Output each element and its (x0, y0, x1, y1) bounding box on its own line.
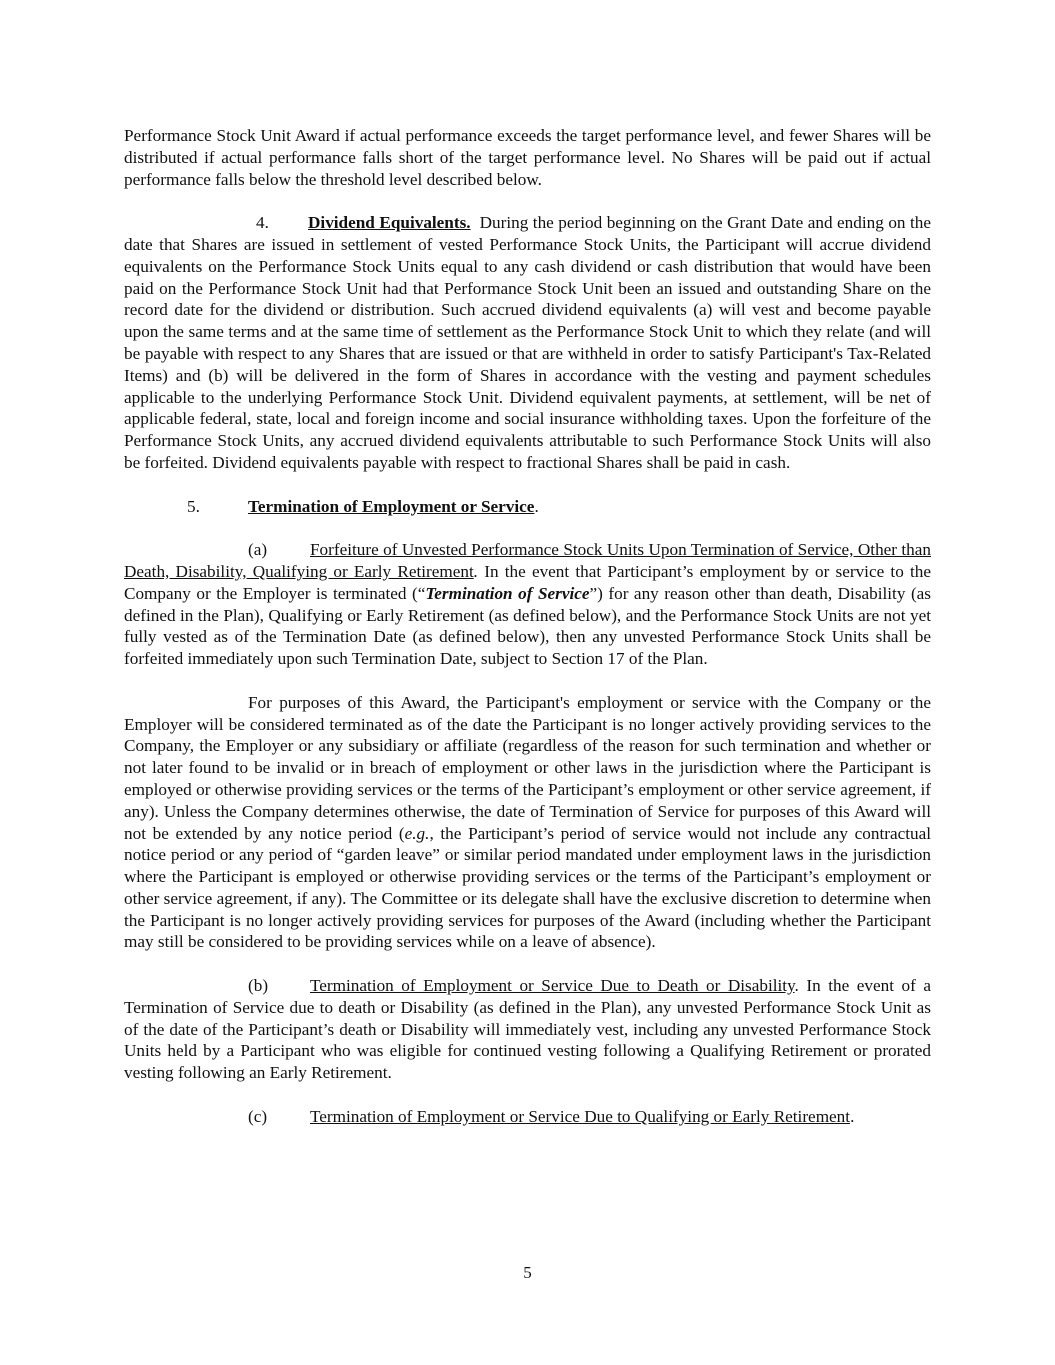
purposes-pre: For purposes of this Award, the Participant's employment or service with the Company or the Employer will be considered terminated as of the date the Participant is no longer actively providing services to the Company, the Employer or any subsidiary or affiliate (regardless of the reason for such termination and whether or not later found to be invalid or in breach of employment or other laws in the jurisdiction where the Participant is employed or otherwise providing services or the terms of the Participant’s employment or other service agreement, if any). Unless the Company determines otherwise, the date of Termination of Service for purposes of this Award will not be extended by any notice period ( (124, 692, 931, 843)
section-5b-paragraph (124, 975, 931, 1084)
section-5-heading (124, 496, 931, 518)
section-5c-label: (c) (248, 1106, 268, 1126)
section-5c-title-end: . (850, 1106, 855, 1126)
section-5a-label: (a) (248, 540, 268, 560)
section-5a-defined-term: Termination of Service (425, 583, 590, 603)
section-5-number: 5. (187, 496, 200, 516)
section-4-number: 4. (256, 213, 269, 233)
purposes-eg: e.g. (404, 823, 430, 843)
section-5b-title: Termination of Employment or Service Due to Death or Disability (310, 976, 795, 996)
intro-paragraph: Performance Stock Unit Award if actual performance exceeds the target performance level, and fewer Shares will be distributed if actual performance falls short of the target performance level. No Shares will be paid out if actual performance falls below the threshold level described below. (124, 126, 931, 189)
section-5c-heading (124, 1106, 931, 1128)
section-5b-body: . In the event of a Termination of Service due to death or Disability (as defined in the Plan), any unvested Performance Stock Unit as of the date of the Participant’s death or Disability will immediately vest, including any unvested Performance Stock Units held by a Participant who was eligible for continued vesting following a Qualifying Retirement or prorated vesting following an Early Retirement. (124, 976, 931, 1083)
section-5b-label: (b) (248, 976, 269, 996)
purposes-post: , the Participant’s period of service would not include any contractual notice period or any period of “garden leave” or similar period mandated under employment laws in the jurisdiction where the Participant is employed or otherwise providing services or the terms of the Participant’s employment or other service agreement, if any). The Committee or its delegate shall have the exclusive discretion to determine when the Participant is no longer actively providing services for purposes of the Award (including whether the Participant may still be considered to be providing services while on a leave of absence). (124, 823, 932, 952)
section-5-title: Termination of Employment or Service (248, 496, 535, 516)
section-4-body: During the period beginning on the Grant Date and ending on the date that Shares are issued in settlement of vested Performance Stock Units, the Participant will accrue dividend equivalents on the Performance Stock Units equal to any cash dividend or cash distribution that would have been paid on the Performance Stock Unit had that Performance Stock Unit been an issued and outstanding Share on the record date for the dividend or distribution. Such accrued dividend equivalents (a) will vest and become payable upon the same terms and at the same time of settlement as the Performance Stock Unit to which they relate (and will be payable with respect to any Shares that are issued or that are withheld in order to satisfy Participant's Tax-Related Items) and (b) will be delivered in the form of Shares in accordance with the vesting and payment schedules applicable to the underlying Performance Stock Unit. Dividend equivalent payments, at settlement, will be net of applicable federal, state, local and foreign income and social insurance withholding taxes. Upon the forfeiture of the Performance Stock Units, any accrued dividend equivalents attributable to such Performance Stock Units will also be forfeited. Dividend equivalents payable with respect to fractional Shares shall be paid in cash. (124, 213, 932, 472)
section-4-paragraph (124, 212, 931, 474)
section-5a-body-post: ”) for any reason other than death, Disability (as defined in the Plan), Qualifying or Early Retirement (as defined below), and the Performance Stock Units are not yet fully vested as of the Termination Date (as defined below), then any unvested Performance Stock Units shall be forfeited immediately upon such Termination Date, subject to Section 17 of the Plan. (124, 583, 931, 669)
section-5c-title: Termination of Employment or Service Due to Qualifying or Early Retirement (310, 1106, 851, 1126)
section-5a-body-pre: In the event that Participant’s employment by or service to the Company or the Employer is terminated (“ (124, 561, 931, 603)
section-4-title: Dividend Equivalents. (308, 213, 471, 233)
section-5a-title: Forfeiture of Unvested Performance Stock Units Upon Termination of Service, Other than Death, Disability, Qualifying or Early Retirement (124, 540, 931, 581)
section-5a-title-end: . (473, 561, 479, 581)
section-5-purposes-paragraph (124, 692, 931, 954)
page-number: 5 (523, 1263, 532, 1282)
document-page (124, 125, 931, 1128)
section-5a-paragraph (124, 539, 931, 670)
section-5-title-end: . (534, 496, 539, 516)
